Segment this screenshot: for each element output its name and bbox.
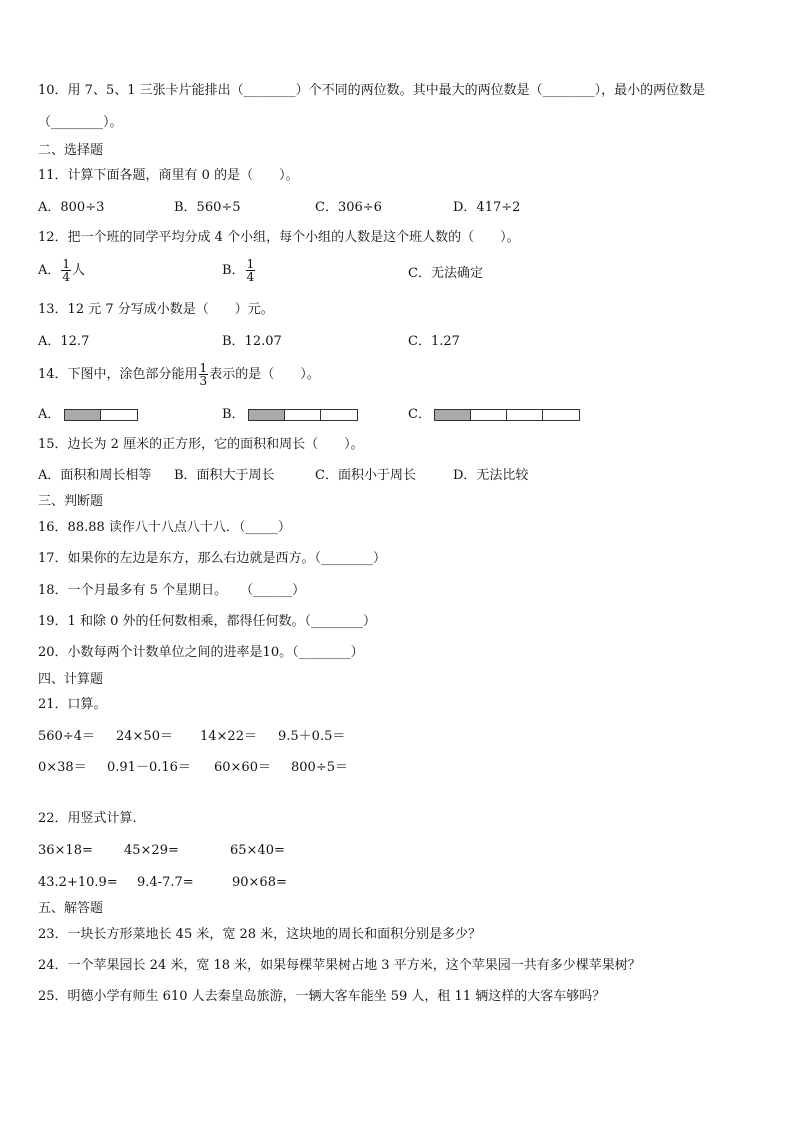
question-20: 20．小数每两个计数单位之间的进率是10。（________）	[38, 645, 364, 660]
fraction-one-third: $\frac{1}{3}$	[199, 361, 208, 388]
q14-option-a-bar	[64, 409, 138, 421]
fraction-one-quarter: $\frac{1}{4}$	[246, 257, 255, 284]
q13-option-a: A．12.7	[38, 334, 90, 349]
question-17: 17．如果你的左边是东方，那么右边就是西方。（________）	[38, 551, 387, 566]
mental-calc-item: 60×60＝	[214, 760, 271, 775]
q14-option-c-bar	[434, 409, 580, 421]
question-19: 19．1 和除 0 外的任何数相乘，都得任何数。（________）	[38, 614, 376, 629]
question-15: 15．边长为 2 厘米的正方形，它的面积和周长（ ）。	[38, 437, 364, 452]
vertical-calc-item: 9.4-7.7=	[137, 875, 194, 890]
question-25: 25．明德小学有师生 610 人去秦皇岛旅游，一辆大客车能坐 59 人，租 11 辆这样的大客车够吗？	[38, 989, 606, 1004]
fraction-one-quarter: $\frac{1}{4}$	[62, 257, 71, 284]
mental-calc-item: 9.5＋0.5＝	[278, 729, 346, 744]
vertical-calc-item: 36×18=	[38, 843, 93, 858]
mental-calc-item: 560÷4＝	[38, 729, 95, 744]
mental-calc-item: 800÷5＝	[291, 760, 348, 775]
section-heading-judgment: 三、判断题	[38, 494, 104, 509]
vertical-calc-item: 45×29=	[124, 843, 179, 858]
vertical-calc-item: 43.2+10.9=	[38, 875, 118, 890]
q11-option-a: A．800÷3	[38, 200, 105, 215]
q15-option-c: C．面积小于周长	[315, 468, 416, 483]
question-11: 11．计算下面各题，商里有 0 的是（ ）。	[38, 168, 299, 183]
q11-option-d: D．417÷2	[453, 200, 521, 215]
question-22: 22．用竖式计算.	[38, 811, 137, 826]
question-10: 10．用 7、5、1 三张卡片能排出（________）个不同的两位数。其中最大的两位数是（________），最小的两位数是	[38, 83, 706, 98]
q11-option-b: B．560÷5	[174, 200, 241, 215]
q12-option-a: A． $\frac{1}{4}$ 人	[38, 257, 86, 284]
section-heading-choice: 二、选择题	[38, 143, 104, 158]
question-14: 14．下图中，涂色部分能用 $\frac{1}{3}$ 表示的是（ ）。	[38, 361, 320, 388]
question-12: 12．把一个班的同学平均分成 4 个小组，每个小组的人数是这个班人数的（ ）。	[38, 230, 520, 245]
question-18: 18．一个月最多有 5 个星期日。 （______）	[38, 583, 306, 598]
question-24: 24．一个苹果园长 24 米，宽 18 米，如果每棵苹果树占地 3 平方米，这个苹果园一共有多少棵苹果树？	[38, 958, 641, 973]
q15-option-d: D．无法比较	[453, 468, 529, 483]
mental-calc-item: 0×38＝	[38, 760, 87, 775]
q12-option-c: C．无法确定	[408, 266, 483, 281]
mental-calc-item: 24×50＝	[116, 729, 173, 744]
q13-option-b: B．12.07	[222, 334, 282, 349]
q12-option-b: B． $\frac{1}{4}$	[222, 257, 255, 284]
question-21: 21．口算。	[38, 697, 107, 712]
question-10-continued: （________）。	[38, 115, 123, 130]
section-heading-calculation: 四、计算题	[38, 672, 104, 687]
q14-option-c-label: C．	[408, 407, 431, 422]
q11-option-c: C．306÷6	[315, 200, 382, 215]
mental-calc-item: 0.91－0.16＝	[107, 760, 191, 775]
mental-calc-item: 14×22＝	[200, 729, 257, 744]
question-13: 13．12 元 7 分写成小数是（ ）元。	[38, 302, 274, 317]
q14-option-b-bar	[248, 409, 358, 421]
question-23: 23．一块长方形菜地长 45 米，宽 28 米，这块地的周长和面积分别是多少？	[38, 927, 482, 942]
question-16: 16．88.88 读作八十八点八十八．（_____）	[38, 520, 291, 535]
q14-option-a-label: A．	[38, 407, 61, 422]
vertical-calc-item: 65×40=	[230, 843, 285, 858]
q13-option-c: C．1.27	[408, 334, 460, 349]
vertical-calc-item: 90×68=	[232, 875, 287, 890]
section-heading-word-problems: 五、解答题	[38, 901, 104, 916]
q14-option-b-label: B．	[222, 407, 245, 422]
q15-option-a: A．面积和周长相等	[38, 468, 152, 483]
q15-option-b: B．面积大于周长	[174, 468, 275, 483]
